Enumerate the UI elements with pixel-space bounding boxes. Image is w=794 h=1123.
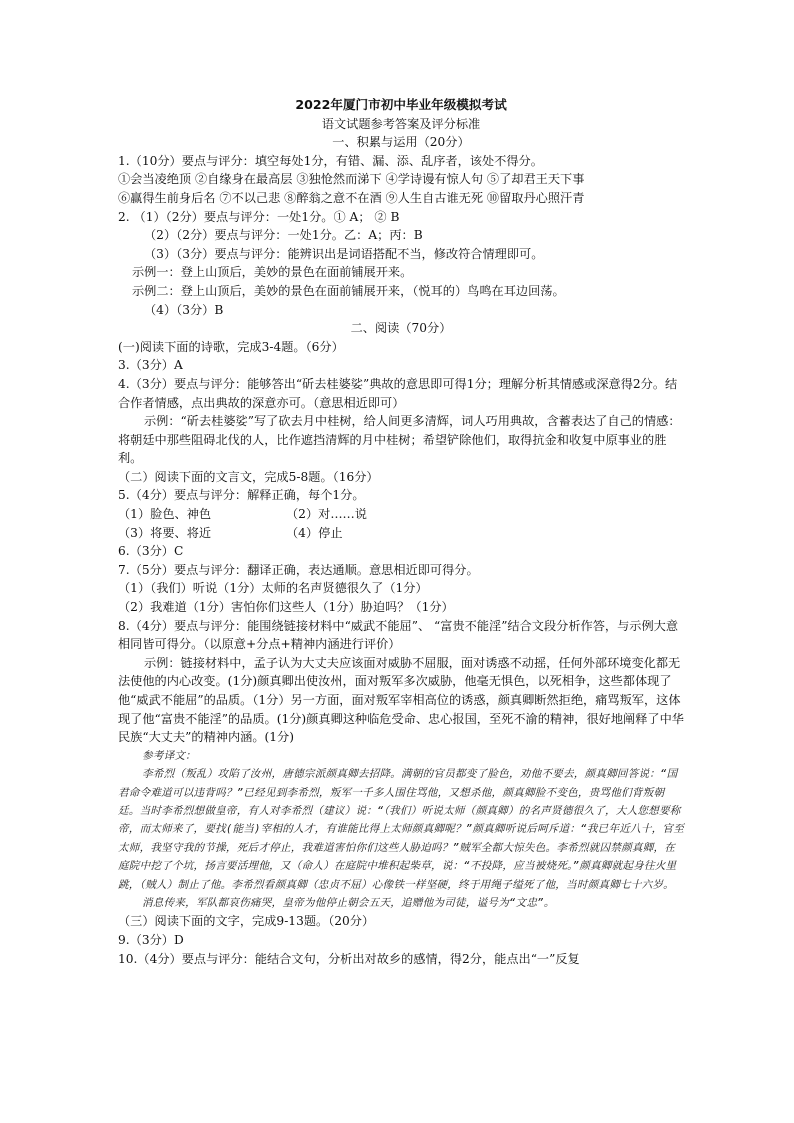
question-4-example: 示例：“斫去桂婆娑”写了砍去月中桂树，给人间更多清辉，词人巧用典故，含蓄表达了自己的情感：将朝廷中那些阻碍北伐的人，比作遮挡清辉的月中桂树；希望铲除他们，取得抗金和收复中原事业的胜利。 [118,414,681,466]
answer-5-1: （1）脸色、神色 [118,507,212,522]
answer-sheet [118,96,684,968]
question-10: 10.（4分）要点与评分：能结合文句，分析出对故乡的感情，得2分，能点出“一”反复 [118,951,580,966]
question-8-example: 示例：链接材料中，孟子认为大丈夫应该面对威胁不屈服，面对诱惑不动摇，任何外部环境变化都无法使他的内心改变。(1分)颜真卿出使汝州，面对叛军多次威胁，他毫无惧色，以死相争，这些都体现了他“威武不能屈”的品质。（1分）另一方面，面对叛军宰相高位的诱惑，颜真卿断然拒绝，痛骂叛军，这体现了他“富贵不能淫”的品质。(1分)颜真卿这种临危受命、忠心报国，至死不渝的精神，很好地阐释了中华民族“大丈夫”的精神内涵。(1分) [118,655,684,745]
reading-2-heading: （二）阅读下面的文言文，完成5-8题。（16分） [118,469,379,484]
reference-translation-paragraph-1: 李希烈（叛乱）攻陷了汝州，唐德宗派颜真卿去招降。满朝的官员都变了脸色，劝他不要去，颜真卿回答说：“国君命令难道可以违背吗？”已经见到李希烈，叛军一千多人围住骂他，又想杀他，颜真卿脸不变色，贵骂他们背叛朝廷。当时李希烈想做皇帝，有人对李希烈（建议）说：“（我们）听说太师（颜真卿）的名声贤德很久了，大人您想要称帝，而太师来了，要找(能当)宰相的人才，有谁能比得上太师颜真卿呢？”颜真卿听说后呵斥道：“我已年近八十，官至太师，我坚守我的节操，死后才停止，我难道害怕你们这些人胁迫吗？”贼军全都大惊失色。李希烈就囚禁颜真卿，在庭院中挖了个坑，扬言要活埋他，又（命人）在庭院中堆积起柴草，说：“不投降，应当被烧死。”颜真卿就起身往火里跳，（贼人）制止了他。李希烈看颜真卿（忠贞不屈）心像铁一样坚硬，终于用绳子缢死了他，当时颜真卿七十六岁。 [118,768,684,891]
answer-5-3: （3）将要、将近 [118,525,212,540]
answer-5-4: （4）停止 [286,525,343,540]
example-2: 示例二：登上山顶后，美妙的景色在面前铺展开来，（悦耳的）鸟鸣在耳边回荡。 [132,283,565,298]
question-7: 7.（5分）要点与评分：翻译正确，表达通顺。意思相近即可得分。 [118,562,479,577]
question-5: 5.（4分）要点与评分：解释正确，每个1分。 [118,488,365,503]
answer-7-1: （1）（我们）听说（1分）太师的名声贤德很久了（1分） [118,581,428,596]
question-2-2: （2）（2分）要点与评分：一处1分。乙：A；丙：B [144,228,423,243]
answer-1-line-2: ⑥赢得生前身后名 ⑦不以己悲 ⑧醉翁之意不在酒 ⑨人生自古谁无死 ⑩留取丹心照汗青 [118,190,585,205]
answer-5-2: （2）对……说 [286,507,367,522]
question-3: 3.（3分）A [118,358,183,373]
answer-7-2: （2）我难道（1分）害怕你们这些人（1分）胁迫吗？（1分） [118,600,454,615]
document-subtitle: 语文试题参考答案及评分标准 [321,116,481,131]
answer-5-row-1 [118,505,684,524]
question-8: 8.（4分）要点与评分：能围绕链接材料中“威武不能屈”、 “富贵不能淫”结合文段分析作答，与示例大意相同皆可得分。（以原意+分点+精神内涵进行评价） [118,618,679,652]
reference-translation-title: 参考译文： [142,749,196,762]
question-2-4: （4）（3分）B [144,302,224,317]
question-4: 4.（3分）要点与评分：能够答出“斫去桂婆娑”典故的意思即可得1分；理解分析其情感或深意得2分。结合作者情感，点出典故的深意亦可。（意思相近即可） [118,376,678,410]
question-6: 6.（3分）C [118,544,184,559]
question-2-1: 2. （1）（2分）要点与评分：一处1分。① A； ② B [118,209,400,224]
section-heading-2: 二、阅读（70分） [350,321,452,336]
document-title: 2022年厦门市初中毕业年级模拟考试 [295,97,507,112]
question-1: 1.（10分）要点与评分：填空每处1分，有错、漏、添、乱序者，该处不得分。 [118,153,543,168]
answer-1-line-1: ①会当凌绝顶 ②自缘身在最高层 ③独怆然而涕下 ④学诗谩有惊人句 ⑤了却君王天下事 [118,172,585,187]
reading-3-heading: （三）阅读下面的文字，完成9-13题。（20分） [118,914,375,929]
section-heading-1: 一、积累与运用（20分） [332,135,470,150]
reference-translation-paragraph-2: 消息传来，军队都哀伤痛哭，皇帝为他停止朝会五天，追赠他为司徒，谥号为“文忠”。 [142,897,555,910]
question-9: 9.（3分）D [118,933,184,948]
question-2-3: （3）（3分）要点与评分：能辨识出是词语搭配不当，修改符合情理即可。 [144,246,544,261]
example-1: 示例一：登上山顶后，美妙的景色在面前铺展开来。 [132,265,413,280]
answer-5-row-2 [118,524,684,543]
reading-1-heading: (一)阅读下面的诗歌，完成3-4题。（6分） [118,339,344,354]
